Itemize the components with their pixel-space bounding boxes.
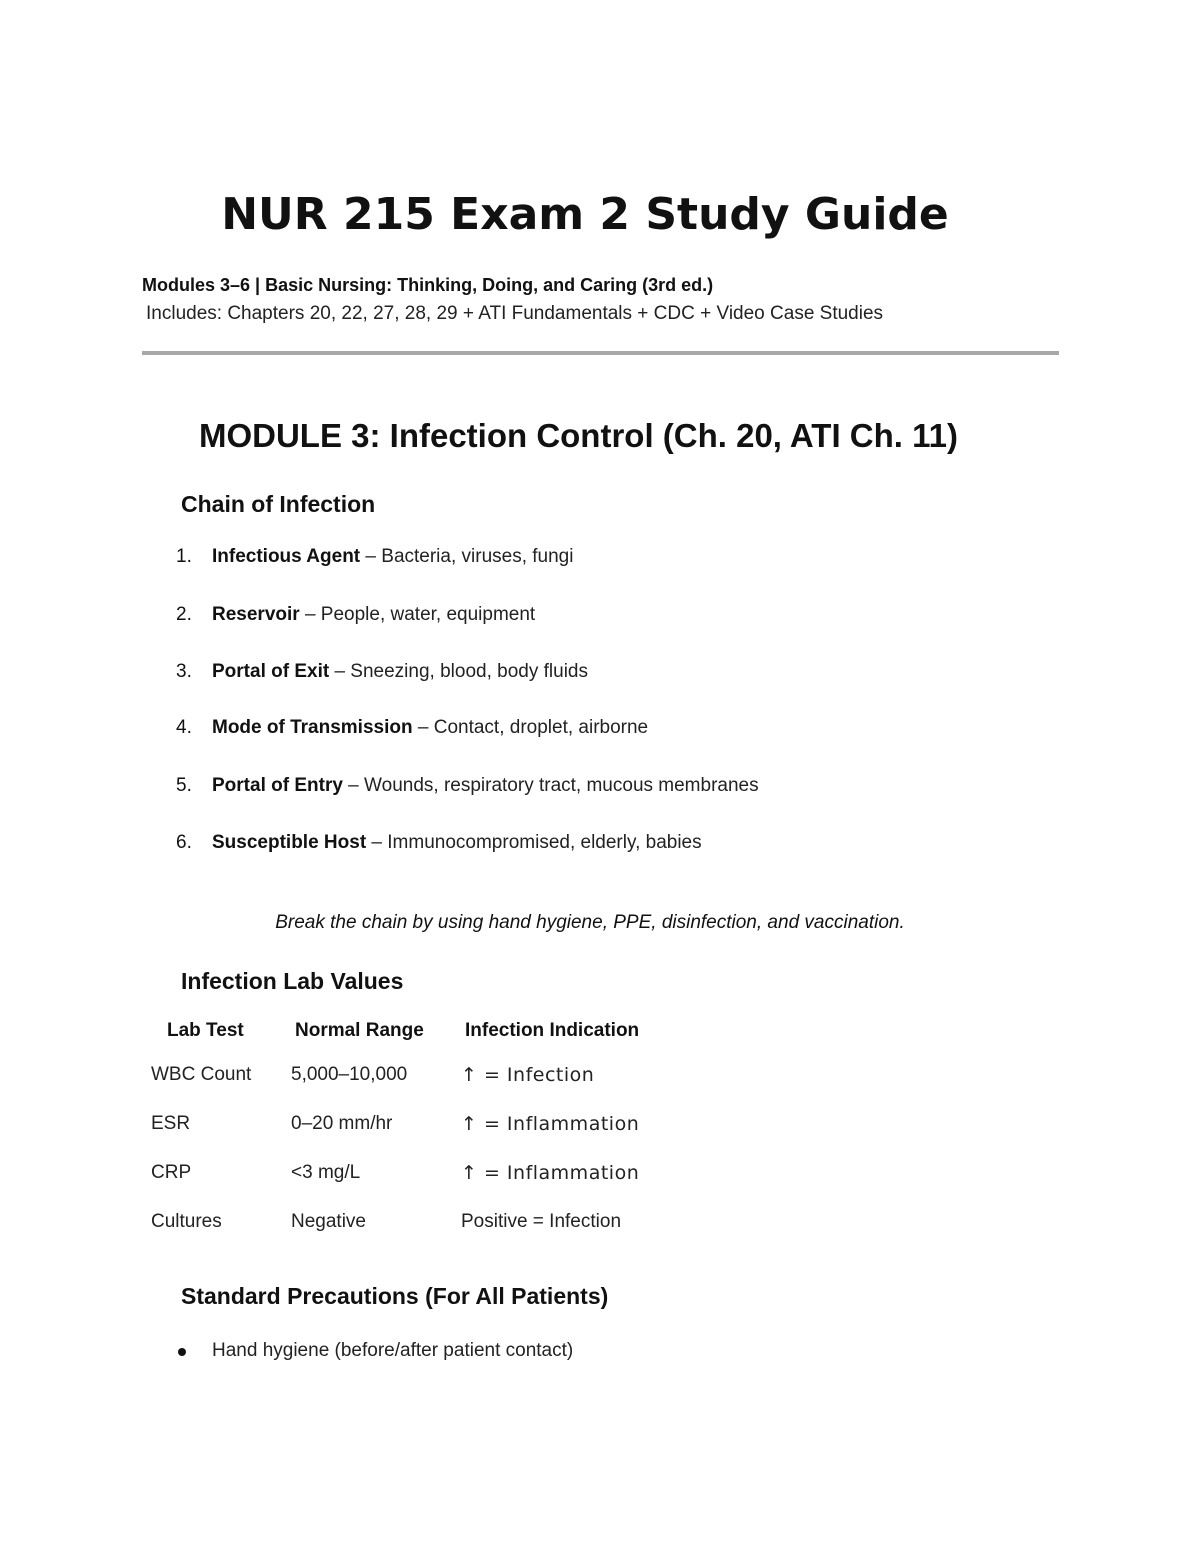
list-term: Susceptible Host xyxy=(212,832,367,853)
lab-values-heading: Infection Lab Values xyxy=(181,968,404,994)
table-cell: 5,000–10,000 xyxy=(291,1063,408,1085)
list-description: – Immunocompromised, elderly, babies xyxy=(366,832,702,853)
list-term: Reservoir xyxy=(212,604,300,625)
table-cell: ESR xyxy=(151,1112,191,1134)
table-cell: ↑ = Inflammation xyxy=(461,1161,640,1184)
list-number: 2. xyxy=(176,604,192,625)
list-term: Portal of Exit xyxy=(212,661,330,682)
table-cell: CRP xyxy=(151,1161,192,1183)
column-header: Lab Test xyxy=(167,1020,244,1041)
table-header-row xyxy=(142,1012,725,1050)
list-description: – Contact, droplet, airborne xyxy=(412,717,649,738)
table-cell: Negative xyxy=(291,1210,366,1232)
table-cell: Cultures xyxy=(151,1210,222,1232)
list-term: Infectious Agent xyxy=(212,546,361,567)
list-description: – Sneezing, blood, body fluids xyxy=(329,661,588,682)
lab-values-table xyxy=(142,1012,725,1246)
column-header: Normal Range xyxy=(295,1020,424,1041)
column-header: Infection Indication xyxy=(465,1020,640,1041)
table-cell: <3 mg/L xyxy=(291,1161,361,1183)
bullet-text: Hand hygiene (before/after patient contact) xyxy=(212,1340,574,1361)
table-row xyxy=(142,1050,725,1099)
chain-note: Break the chain by using hand hygiene, PPE, disinfection, and vaccination. xyxy=(275,912,905,933)
list-description: – Bacteria, viruses, fungi xyxy=(360,546,574,567)
document-subtitle: Modules 3–6 | Basic Nursing: Thinking, Doing, and Caring (3rd ed.) xyxy=(142,275,714,295)
chain-of-infection-heading: Chain of Infection xyxy=(181,491,376,517)
bullet-icon xyxy=(178,1348,186,1356)
document-includes: Includes: Chapters 20, 22, 27, 28, 29 + ATI Fundamentals + CDC + Video Case Studies xyxy=(146,303,884,324)
list-number: 4. xyxy=(176,717,192,738)
list-number: 1. xyxy=(176,546,192,567)
list-term: Mode of Transmission xyxy=(212,717,413,738)
table-cell: 0–20 mm/hr xyxy=(291,1112,393,1134)
list-number: 6. xyxy=(176,832,192,853)
list-description: – Wounds, respiratory tract, mucous membranes xyxy=(342,775,759,796)
list-number: 3. xyxy=(176,661,192,682)
module-3-heading: MODULE 3: Infection Control (Ch. 20, ATI Ch. 11) xyxy=(198,417,959,454)
table-cell: WBC Count xyxy=(151,1063,252,1085)
table-cell: ↑ = Inflammation xyxy=(461,1112,640,1135)
table-row xyxy=(142,1197,725,1246)
table-row xyxy=(142,1148,725,1197)
list-number: 5. xyxy=(176,775,192,796)
standard-precautions-heading: Standard Precautions (For All Patients) xyxy=(181,1283,609,1309)
list-description: – People, water, equipment xyxy=(299,604,536,625)
table-row xyxy=(142,1099,725,1148)
document-title: NUR 215 Exam 2 Study Guide xyxy=(221,189,949,240)
horizontal-divider xyxy=(142,351,1059,355)
list-term: Portal of Entry xyxy=(212,775,343,796)
table-cell: Positive = Infection xyxy=(461,1210,622,1232)
table-cell: ↑ = Infection xyxy=(461,1063,595,1086)
